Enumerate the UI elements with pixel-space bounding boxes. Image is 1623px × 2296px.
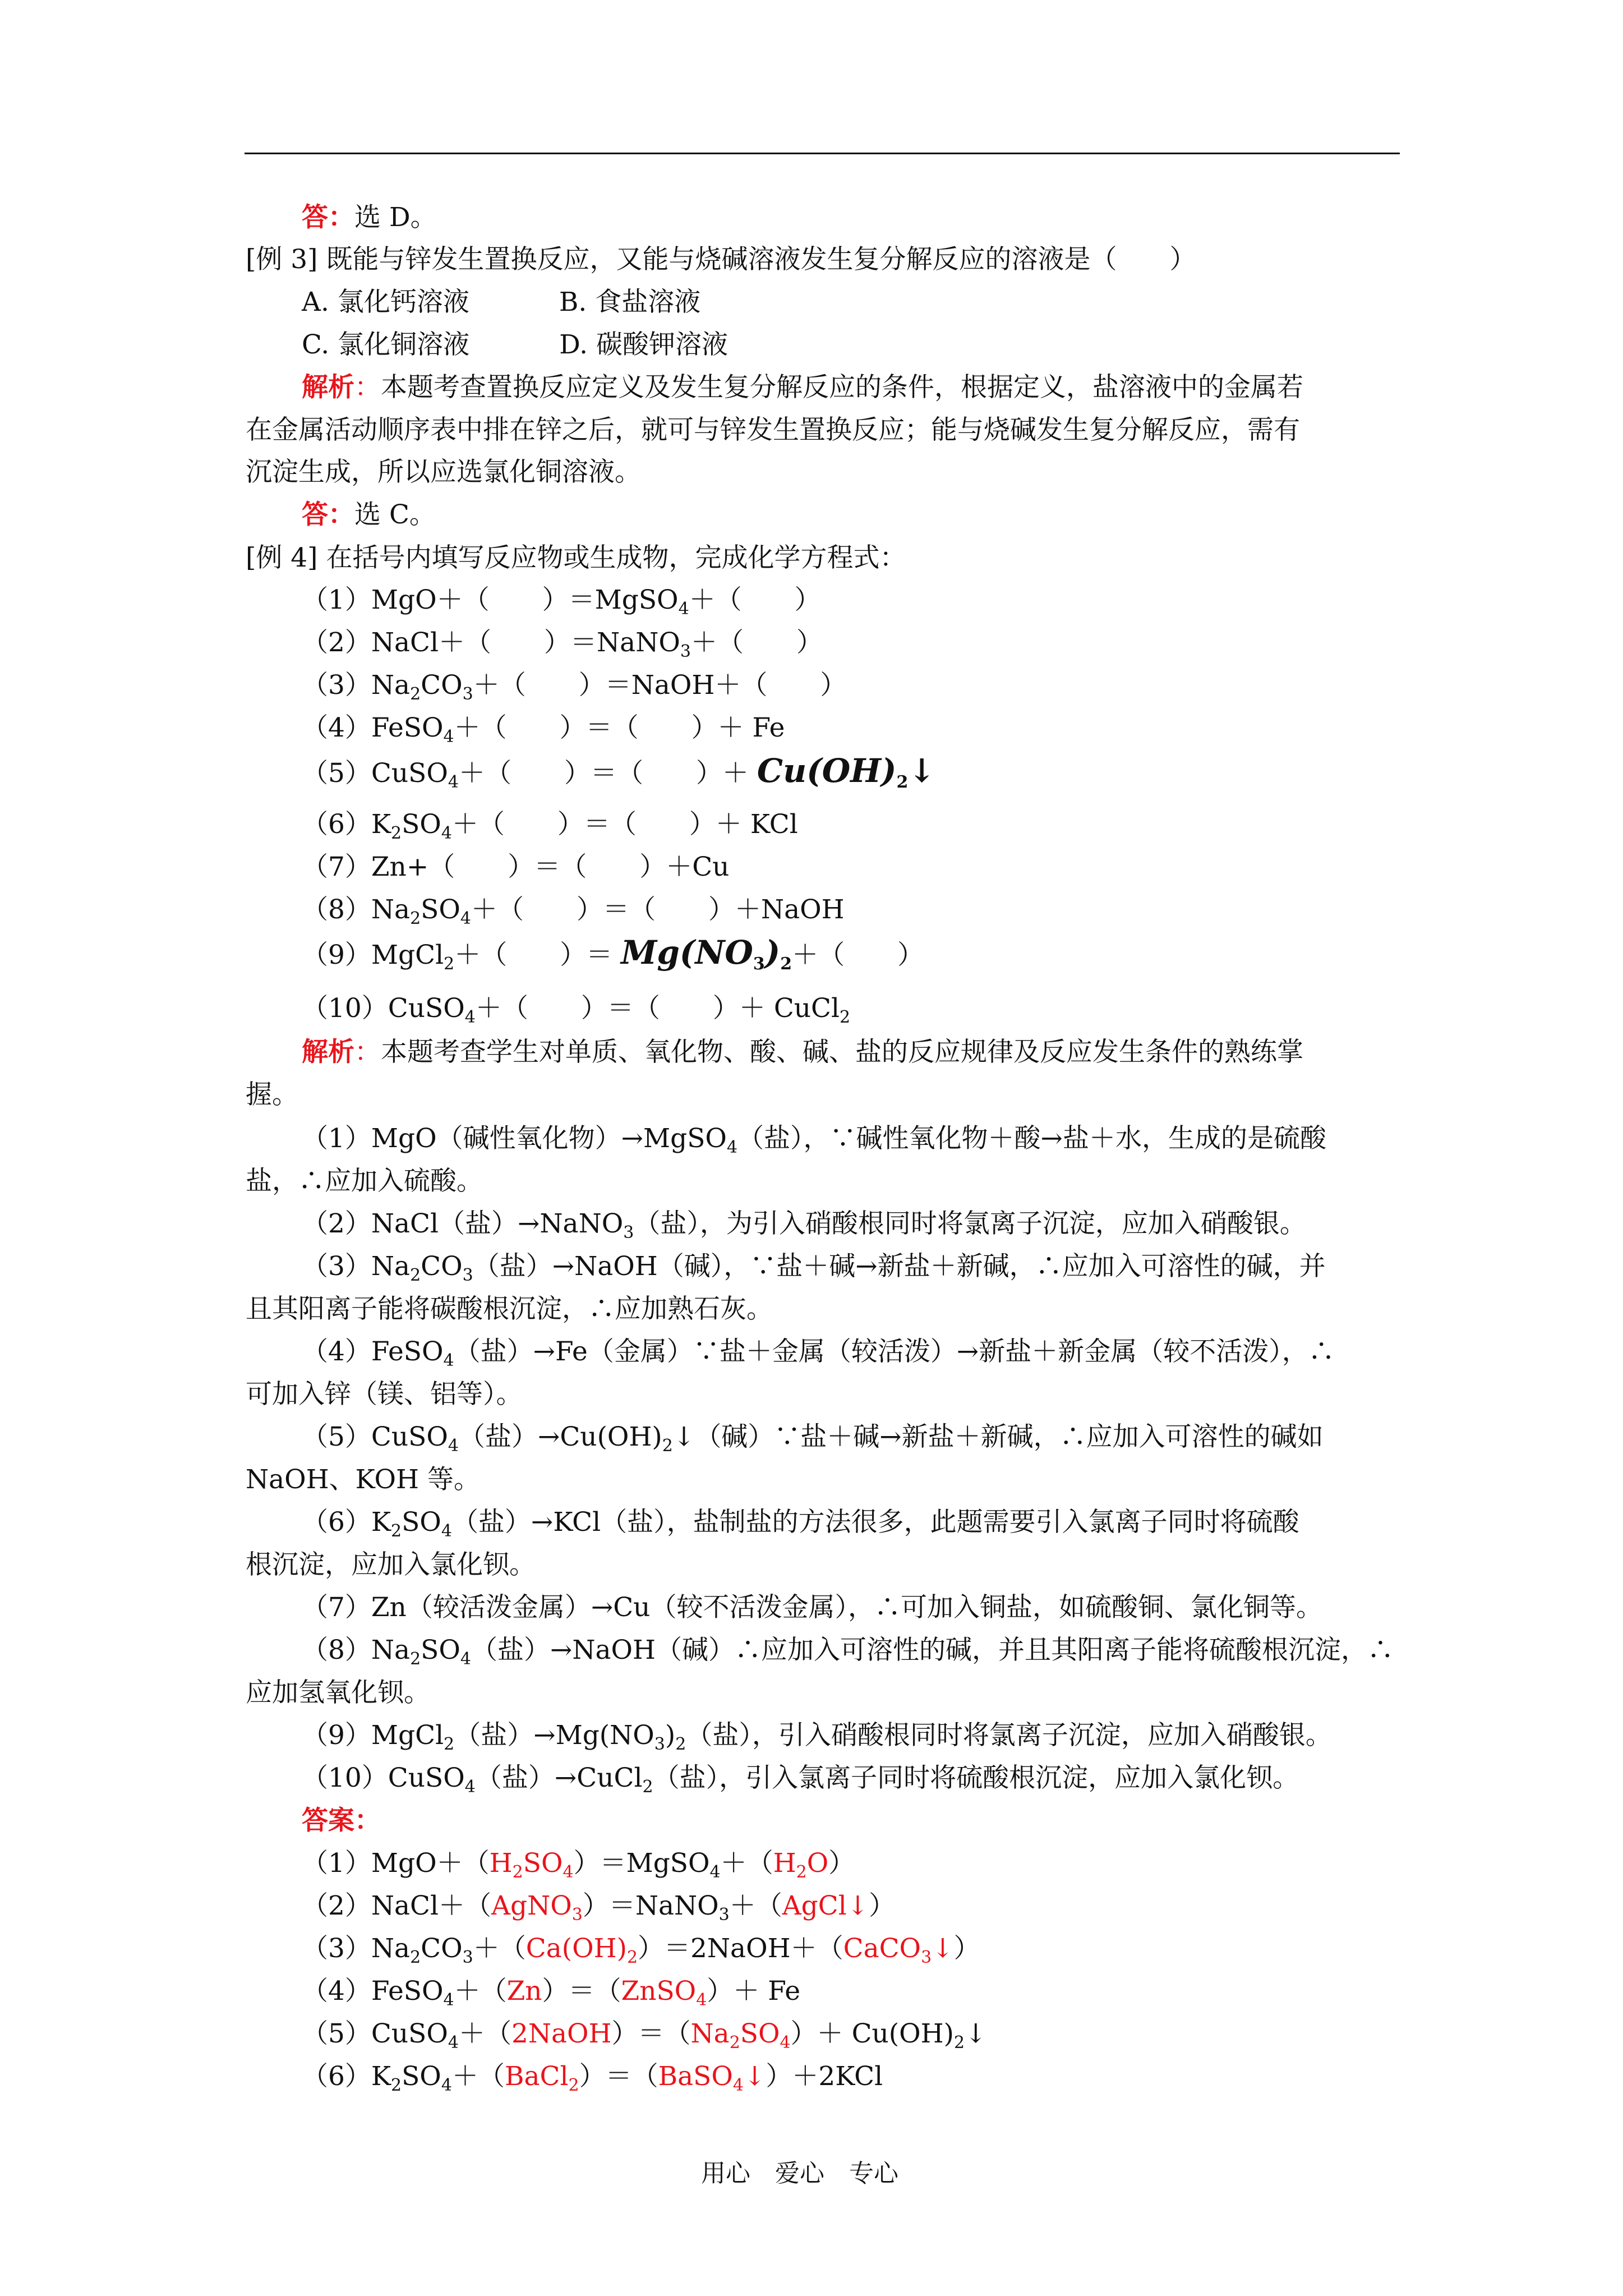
example4-q5: （5）CuSO$_4$＋（ ）＝（ ）＋ $Cu(OH)_2↓$: [302, 752, 935, 792]
example3-options-cd: C. 氯化铜溶液 D. 碳酸钾溶液: [302, 329, 728, 360]
analysis-item9: （9）MgCl$_2$（盐）$\to Mg(NO_3)_2$（盐），引入硝酸根同时将氯离子沉淀，应加入硝酸银。: [302, 1720, 1332, 1754]
analysis-item3-line1: $(3)Na_2CO_3$（盐）→NaOH（碱），∵盐＋碱→新盐＋新碱，∴应加入可溶性的碱，并: [302, 1251, 1326, 1285]
page-footer: 用心 爱心 专心: [701, 2159, 898, 2188]
answer-1: $(1)MgO+(H_2SO_4)=MgSO_4+(H_2O)$: [302, 1848, 855, 1882]
analysis-item5-line1: （5）CuSO$_4$（盐）$\to Cu(OH)_2↓$（碱）∵盐＋碱→新盐＋新碱，∴应加入可溶性的碱如: [302, 1421, 1324, 1456]
example4-q1: （1）MgO＋（ ）＝MgSO$_4$＋（ ）: [302, 585, 821, 619]
analysis-item10: （10）CuSO$_4$（盐）→CuCl$_2$（盐），引入氯离子同时将硫酸根沉淀，应加入氯化钡。: [302, 1763, 1299, 1797]
example4-analysis-line1: 解析：本题考查学生对单质、氧化物、酸、碱、盐的反应规律及反应发生条件的熟练掌: [302, 1037, 1303, 1068]
answer-label: 答案：: [302, 1805, 381, 1836]
answer-4: （4）FeSO$_4$＋（Zn）＝（ZnSO$_4$）＋ Fe: [302, 1976, 801, 2010]
header-rule: [245, 153, 1400, 154]
analysis-item2: （2）NaCl（盐）→NaNO$_3$（盐），为引入硝酸根同时将氯离子沉淀，应加入硝酸银。: [302, 1208, 1306, 1243]
example4-q3: $(3)Na_2CO_3+$（ ）＝NaOH＋（ ）: [302, 670, 847, 704]
answer-2: （2）NaCl＋（AgNO$_3$）＝NaNO$_3$＋（AgCl↓）: [302, 1890, 896, 1925]
example4-q7: （7）Zn+（ ）＝（ ）＋Cu: [302, 852, 730, 882]
example4-q9: （9）MgCl$_2$＋（ ）＝ $Mg(NO_3)_2+$（ ）: [302, 933, 924, 974]
example4-q8: $(8)Na_2SO_4+$（ ）＝（ ）＋NaOH: [302, 894, 845, 928]
example4-q10: （10）CuSO$_4$＋（ ）＝（ ）＋ CuCl$_2$: [302, 993, 851, 1027]
analysis-item8-line1: $(8)Na_2SO_4$（盐）→NaOH（碱）∴应加入可溶性的碱，并且其阳离子能将硫酸根沉淀，∴: [302, 1635, 1394, 1669]
example4-q2: （2）NaCl＋（ ）＝NaNO$_3$＋（ ）: [302, 627, 823, 661]
example3-options-ab: A. 氯化钙溶液 B. 食盐溶液: [302, 287, 701, 318]
example4-question: [例 4] 在括号内填写反应物或生成物，完成化学方程式：: [246, 542, 906, 573]
analysis-item5-line2: NaOH、KOH 等。: [246, 1464, 480, 1495]
example4-analysis-line2: 握。: [246, 1079, 298, 1110]
analysis-item6-line2: 根沉淀，应加入氯化钡。: [246, 1549, 536, 1580]
analysis-item4-line1: （4）FeSO$_4$（盐）→Fe（金属）∵盐＋金属（较活泼）→新盐＋新金属（较不活泼），∴: [302, 1336, 1335, 1370]
example3-analysis-line2: 在金属活动顺序表中排在锌之后，就可与锌发生置换反应；能与烧碱发生复分解反应，需有: [246, 415, 1300, 445]
analysis-item4-line2: 可加入锌（镁、铝等）。: [246, 1379, 523, 1410]
answer-3: $(3)Na_2CO_3+(Ca(OH)_2)=2NaOH+(CaCO_3↓)$: [302, 1933, 980, 1967]
example3-analysis-line3: 沉淀生成，所以应选氯化铜溶液。: [246, 457, 641, 487]
example2-answer: 答：选 D。: [302, 202, 437, 233]
analysis-item1-line1: （1）MgO（碱性氧化物）→MgSO$_4$（盐），∵碱性氧化物＋酸→盐＋水，生成的是硫酸: [302, 1123, 1326, 1157]
example3-question: [例 3] 既能与锌发生置换反应，又能与烧碱溶液发生复分解反应的溶液是（ ）: [246, 244, 1196, 275]
example4-q6: $(6)K_2SO_4+$（ ）＝（ ）＋ KCl: [302, 809, 798, 843]
example3-analysis-line1: 解析：本题考查置换反应定义及发生复分解反应的条件，根据定义，盐溶液中的金属若: [302, 372, 1303, 403]
analysis-item7: （7）Zn（较活泼金属）→Cu（较不活泼金属），∴可加入铜盐，如硫酸铜、氯化铜等。: [302, 1592, 1322, 1623]
analysis-item3-line2: 且其阳离子能将碳酸根沉淀，∴应加熟石灰。: [246, 1294, 773, 1324]
example4-q4: （4）FeSO$_4$＋（ ）＝（ ）＋ Fe: [302, 712, 785, 747]
analysis-item1-line2: 盐，∴应加入硫酸。: [246, 1166, 483, 1197]
answer-6: $(6)K_2SO_4+(BaCl_2)=(BaSO_4↓)+2KCl$: [302, 2061, 883, 2095]
answer-5: $(5)CuSO_4+(2NaOH)=(Na_2SO_4)+$ $Cu(OH)_2↓$: [302, 2018, 987, 2053]
example3-answer: 答：选 C。: [302, 499, 436, 530]
analysis-item8-line2: 应加氢氧化钡。: [246, 1677, 430, 1708]
analysis-item6-line1: $(6)K_2SO_4$（盐）→KCl（盐），盐制盐的方法很多，此题需要引入氯离子同时将硫酸: [302, 1507, 1299, 1541]
